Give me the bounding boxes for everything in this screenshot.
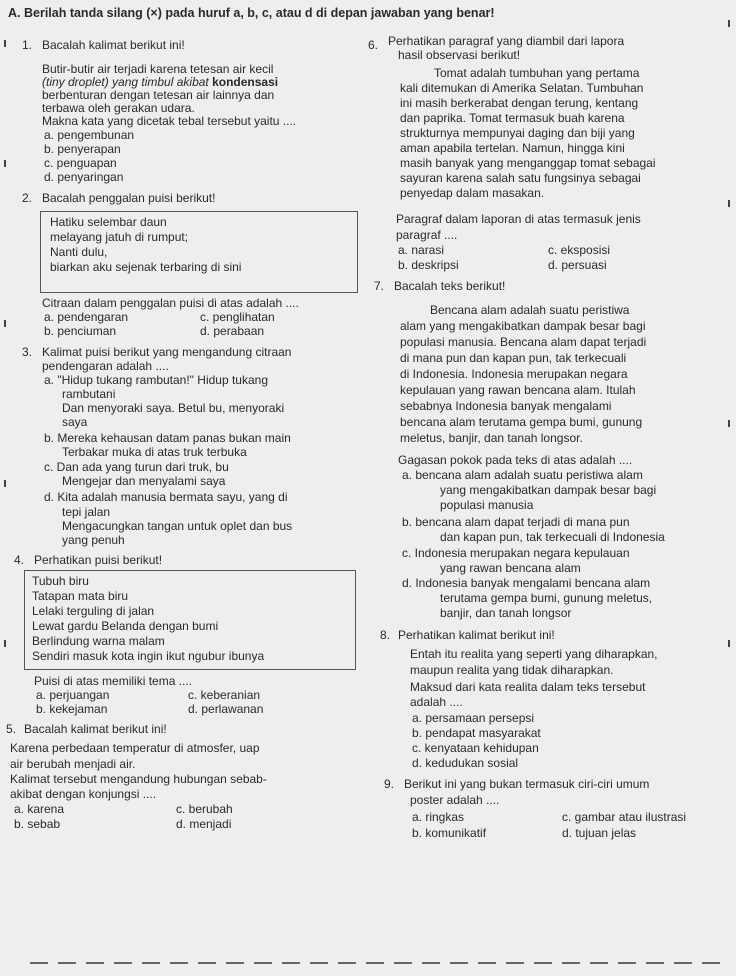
- q9-question-cont: poster adalah ....: [410, 793, 500, 807]
- q3-option-line: tepi jalan: [62, 505, 111, 519]
- q9-question: Berikut ini yang bukan termasuk ciri-ciri umum: [404, 777, 650, 791]
- q3-option-line: yang penuh: [62, 533, 125, 547]
- q7-passage-line: populasi manusia. Bencana alam dapat terjadi: [400, 335, 647, 349]
- q7-option-b[interactable]: b. bencana alam dapat terjadi di mana pun: [402, 515, 630, 529]
- q1-passage-line: (tiny droplet) yang timbul akibat kondensasi: [42, 75, 279, 89]
- q9-option-c[interactable]: c. gambar atau ilustrasi: [562, 810, 687, 824]
- q4-option-d[interactable]: d. perlawanan: [188, 702, 264, 716]
- q6-passage-line: sayuran karena salah satu fungsinya sebagai: [400, 171, 641, 185]
- binding-mark: [728, 200, 730, 207]
- q1-option-c[interactable]: c. penguapan: [44, 156, 117, 170]
- q4-poem-line: Sendiri masuk kota ingin ikut ngubur ibunya: [32, 649, 265, 663]
- q4-poem-line: Lelaki terguling di jalan: [32, 604, 155, 618]
- q3-option-line: saya: [62, 415, 88, 429]
- q6-passage-line: strukturnya mempunyai daging dan biji yang: [400, 126, 635, 140]
- q5-option-b[interactable]: b. sebab: [14, 817, 61, 831]
- q8-number: 8.: [380, 628, 391, 642]
- q7-passage-line: sebabnya Indonesia banyak mengalami: [400, 399, 612, 413]
- binding-mark: [4, 480, 6, 487]
- q3-option-line: rambutani: [62, 387, 116, 401]
- q5-option-d[interactable]: d. menjadi: [176, 817, 232, 831]
- q6-question-cont: hasil observasi berikut!: [398, 48, 521, 62]
- q7-passage-line: di Indonesia. Indonesia merupakan negara: [400, 367, 628, 381]
- q2-question: Bacalah penggalan puisi berikut!: [42, 191, 216, 205]
- q2-option-c[interactable]: c. penglihatan: [200, 310, 275, 324]
- q8-option-c[interactable]: c. kenyataan kehidupan: [412, 741, 539, 755]
- q3-option-c[interactable]: c. Dan ada yang turun dari truk, bu: [44, 460, 229, 474]
- q6-passage-line: masih banyak yang menganggap tomat sebagai: [400, 156, 656, 170]
- q1-passage-line: terbawa oleh gerakan udara.: [42, 101, 195, 115]
- q7-option-line: populasi manusia: [440, 498, 534, 512]
- q8-option-b[interactable]: b. pendapat masyarakat: [412, 726, 541, 740]
- q7-option-line: banjir, dan tanah longsor: [440, 606, 572, 620]
- q9-option-b[interactable]: b. komunikatif: [412, 826, 487, 840]
- q8-passage-line: Entah itu realita yang seperti yang diharapkan,: [410, 647, 658, 661]
- q6-question: Perhatikan paragraf yang diambil dari lapora: [388, 34, 625, 48]
- q1-question: Bacalah kalimat berikut ini!: [42, 38, 185, 52]
- bold-keyword: kondensasi: [212, 75, 279, 89]
- q5-passage-line: Karena perbedaan temperatur di atmosfer, uap: [10, 741, 260, 755]
- q2-option-b[interactable]: b. penciuman: [44, 324, 117, 338]
- q7-option-line: yang mengakibatkan dampak besar bagi: [440, 483, 657, 497]
- q1-option-b[interactable]: b. penyerapan: [44, 142, 121, 156]
- binding-mark: [4, 640, 6, 647]
- q6-passage-line: Tomat adalah tumbuhan yang pertama: [434, 66, 640, 80]
- q4-option-c[interactable]: c. keberanian: [188, 688, 261, 702]
- q3-option-b[interactable]: b. Mereka kehausan datam panas bukan main: [44, 431, 291, 445]
- q7-passage-line: kepulauan yang rawan bencana alam. Itulah: [400, 383, 636, 397]
- q7-option-line: terutama gempa bumi, gunung meletus,: [440, 591, 653, 605]
- q5-question: Bacalah kalimat berikut ini!: [24, 722, 167, 736]
- q6-option-b[interactable]: b. deskripsi: [398, 258, 459, 272]
- q6-prompt-cont: paragraf ....: [396, 228, 458, 242]
- q7-prompt: Gagasan pokok pada teks di atas adalah ....: [398, 453, 633, 467]
- q6-number: 6.: [368, 38, 379, 52]
- q1-passage-line: Makna kata yang dicetak tebal tersebut yaitu ....: [42, 114, 297, 128]
- q7-passage-line: meletus, banjir, dan tanah longsor.: [400, 431, 583, 445]
- q6-passage-line: penyedap dalam masakan.: [400, 186, 545, 200]
- q3-option-line: Mengejar dan menyalami saya: [62, 474, 226, 488]
- q2-poem-line: melayang jatuh di rumput;: [50, 230, 189, 244]
- q2-option-a[interactable]: a. pendengaran: [44, 310, 129, 324]
- q5-option-a[interactable]: a. karena: [14, 802, 65, 816]
- q8-option-a[interactable]: a. persamaan persepsi: [412, 711, 535, 725]
- q4-poem-line: Tatapan mata biru: [32, 589, 129, 603]
- q7-passage-line: Bencana alam adalah suatu peristiwa: [430, 303, 630, 317]
- q1-number: 1.: [22, 38, 33, 52]
- binding-mark: [728, 20, 730, 27]
- q3-option-d[interactable]: d. Kita adalah manusia bermata sayu, yang di: [44, 490, 288, 504]
- q4-number: 4.: [14, 553, 25, 567]
- q3-question-cont: pendengaran adalah ....: [42, 359, 169, 373]
- q4-poem-line: Lewat gardu Belanda dengan bumi: [32, 619, 219, 633]
- cut-line: [0, 962, 736, 968]
- q3-option-line: Mengacungkan tangan untuk oplet dan bus: [62, 519, 293, 533]
- q6-passage-line: aman apabila tertelan. Namun, hingga kini: [400, 141, 625, 155]
- q2-poem-line: Hatiku selembar daun: [50, 215, 167, 229]
- q9-option-d[interactable]: d. tujuan jelas: [562, 826, 637, 840]
- q7-passage-line: alam yang mengakibatkan dampak besar bagi: [400, 319, 646, 333]
- q8-prompt: Maksud dari kata realita dalam teks tersebut: [410, 680, 646, 694]
- q5-passage-line: air berubah menjadi air.: [10, 757, 136, 771]
- q6-prompt: Paragraf dalam laporan di atas termasuk jenis: [396, 212, 641, 226]
- q6-passage-line: ini masih berkerabat dengan terung, kentang: [400, 96, 639, 110]
- q3-option-line: Dan menyoraki saya. Betul bu, menyoraki: [62, 401, 285, 415]
- q4-poem-line: Tubuh biru: [32, 574, 89, 588]
- q9-number: 9.: [384, 777, 395, 791]
- q2-prompt: Citraan dalam penggalan puisi di atas adalah ....: [42, 296, 299, 310]
- q3-option-line: Terbakar muka di atas truk terbuka: [62, 445, 247, 459]
- binding-mark: [728, 640, 730, 647]
- q6-option-c[interactable]: c. eksposisi: [548, 243, 611, 257]
- q4-option-b[interactable]: b. kekejaman: [36, 702, 108, 716]
- q8-prompt-cont: adalah ....: [410, 695, 463, 709]
- q1-option-d[interactable]: d. penyaringan: [44, 170, 124, 184]
- q4-option-a[interactable]: a. perjuangan: [36, 688, 110, 702]
- q7-option-a[interactable]: a. bencana alam adalah suatu peristiwa alam: [402, 468, 643, 482]
- q1-passage-line: berbenturan dengan tetesan air lainnya dan: [42, 88, 275, 102]
- q7-option-line: yang rawan bencana alam: [440, 561, 581, 575]
- q8-option-d[interactable]: d. kedudukan sosial: [412, 756, 519, 770]
- binding-mark: [4, 160, 6, 167]
- section-header: A. Berilah tanda silang (×) pada huruf a, b, c, atau d di depan jawaban yang benar!: [8, 6, 495, 20]
- q2-poem-line: biarkan aku sejenak terbaring di sini: [50, 260, 242, 274]
- q6-passage-line: dan paprika. Tomat termasuk buah karena: [400, 111, 625, 125]
- q6-option-d[interactable]: d. persuasi: [548, 258, 607, 272]
- q7-option-d[interactable]: d. Indonesia banyak mengalami bencana alam: [402, 576, 651, 590]
- q7-option-c[interactable]: c. Indonesia merupakan negara kepulauan: [402, 546, 630, 560]
- q3-option-a[interactable]: a. "Hidup tukang rambutan!" Hidup tukang: [44, 373, 268, 387]
- binding-mark: [728, 420, 730, 427]
- q6-option-a[interactable]: a. narasi: [398, 243, 445, 257]
- q4-prompt: Puisi di atas memiliki tema ....: [34, 674, 193, 688]
- q8-passage-line: maupun realita yang tidak diharapkan.: [410, 663, 614, 677]
- q4-poem-line: Berlindung warna malam: [32, 634, 165, 648]
- q7-passage-line: bencana alam terutama gempa bumi, gunung: [400, 415, 643, 429]
- q4-question: Perhatikan puisi berikut!: [34, 553, 163, 567]
- q5-passage-line: akibat dengan konjungsi ....: [10, 787, 157, 801]
- binding-mark: [4, 40, 6, 47]
- q2-poem-line: Nanti dulu,: [50, 245, 108, 259]
- q3-number: 3.: [22, 345, 33, 359]
- q3-question: Kalimat puisi berikut yang mengandung citraan: [42, 345, 292, 359]
- q5-passage-line: Kalimat tersebut mengandung hubungan sebab-: [10, 772, 267, 786]
- q2-number: 2.: [22, 191, 33, 205]
- q5-option-c[interactable]: c. berubah: [176, 802, 233, 816]
- q8-question: Perhatikan kalimat berikut ini!: [398, 628, 555, 642]
- binding-mark: [4, 320, 6, 327]
- q9-option-a[interactable]: a. ringkas: [412, 810, 465, 824]
- q1-passage-line: Butir-butir air terjadi karena tetesan air kecil: [42, 62, 274, 76]
- q7-option-line: dan kapan pun, tak terkecuali di Indonesia: [440, 530, 665, 544]
- q7-number: 7.: [374, 279, 385, 293]
- q5-number: 5.: [6, 722, 17, 736]
- q1-option-a[interactable]: a. pengembunan: [44, 128, 135, 142]
- q2-option-d[interactable]: d. perabaan: [200, 324, 265, 338]
- q6-passage-line: kali ditemukan di Amerika Selatan. Tumbuhan: [400, 81, 644, 95]
- q7-passage-line: di mana pun dan kapan pun, tak terkecuali: [400, 351, 627, 365]
- q7-question: Bacalah teks berikut!: [394, 279, 506, 293]
